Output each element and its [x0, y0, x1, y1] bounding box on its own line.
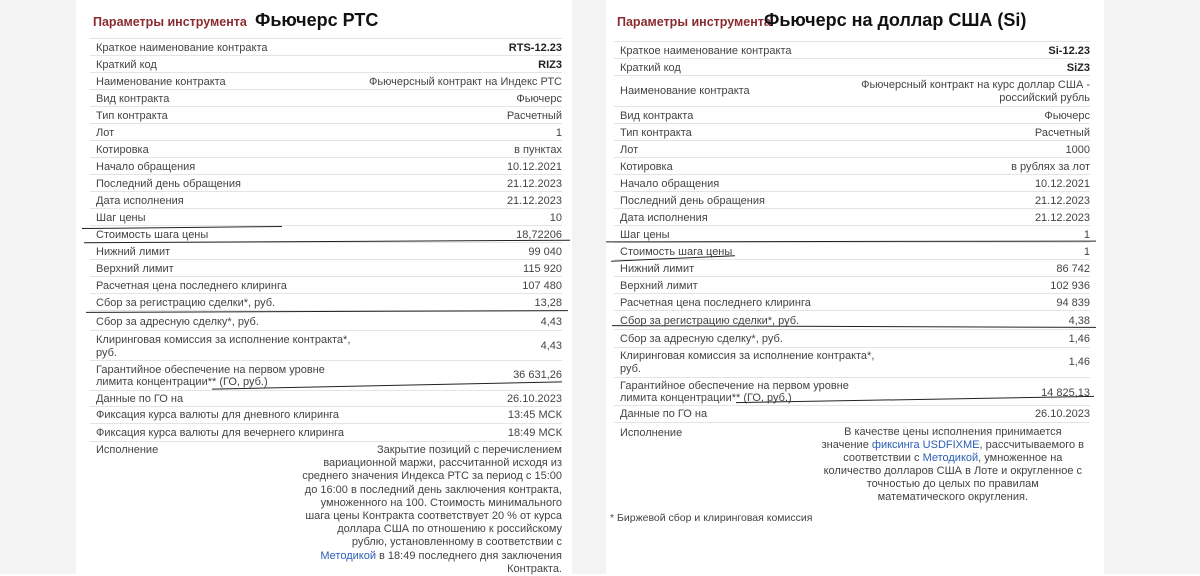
param-label: Верхний лимит: [96, 263, 174, 275]
panel-header: [606, 10, 1100, 38]
param-value: 18:49 МСК: [507, 427, 562, 439]
param-value: в пунктах: [514, 144, 562, 156]
param-value: 99 040: [528, 246, 562, 258]
panel-header: [82, 10, 572, 38]
param-value: 21.12.2023: [1034, 195, 1090, 207]
param-row: [90, 123, 562, 141]
param-value: 10: [549, 212, 562, 224]
param-row: [90, 310, 562, 331]
si-futures-panel: [606, 0, 1100, 574]
param-label: Последний день обращения: [620, 195, 765, 207]
param-value: 107 480: [522, 280, 562, 292]
param-row: [614, 259, 1090, 277]
methodology-link[interactable]: Методикой: [922, 452, 979, 464]
param-label: лимита концентрации** (ГО, руб.): [620, 392, 792, 404]
param-label: Клиринговая комиссия за исполнение контракта*,: [96, 334, 351, 346]
param-value: 21.12.2023: [506, 178, 562, 190]
param-label: Стоимость шага цены: [620, 246, 733, 258]
param-value: 4,38: [1068, 315, 1090, 327]
param-value: 1000: [1065, 144, 1090, 156]
param-value: 94 839: [1056, 297, 1090, 309]
param-row: [614, 157, 1090, 175]
rts-futures-panel: [82, 0, 572, 574]
param-label: Тип контракта: [96, 110, 168, 122]
param-label: Дата исполнения: [96, 195, 184, 207]
param-label: Гарантийное обеспечение на первом уровне: [620, 380, 849, 392]
param-row: [614, 174, 1090, 192]
footnote: * Биржевой сбор и клиринговая комиссия: [610, 512, 813, 524]
param-label: Данные по ГО на: [620, 408, 708, 420]
param-value: 4,43: [540, 340, 562, 352]
instrument-heading: Фьючерс РТС: [255, 10, 379, 30]
param-value: 18,72206: [516, 229, 562, 241]
param-value: 26.10.2023: [1034, 408, 1090, 420]
param-row: [614, 58, 1090, 76]
param-label: Шаг цены: [96, 212, 146, 224]
param-label: руб.: [620, 363, 641, 375]
param-value: в рублях за лот: [1011, 161, 1090, 173]
param-label: Наименование контракта: [96, 76, 226, 88]
param-row: [614, 347, 1090, 378]
param-value: 26.10.2023: [506, 393, 562, 405]
execution-label: Исполнение: [620, 427, 683, 439]
param-label: Котировка: [620, 161, 673, 173]
param-label: Вид контракта: [620, 110, 694, 122]
param-value: Si-12.23: [1048, 45, 1090, 57]
param-row: [90, 157, 562, 175]
param-value: 102 936: [1050, 280, 1090, 292]
param-row: [90, 38, 562, 56]
param-label: руб.: [96, 347, 117, 359]
param-row: [614, 41, 1090, 59]
param-label: лимита концентрации** (ГО, руб.): [96, 376, 268, 388]
param-value: Расчетный: [1034, 127, 1090, 139]
param-label: Котировка: [96, 144, 149, 156]
param-label: Стоимость шага цены: [96, 229, 209, 241]
param-row: [90, 174, 562, 192]
param-value: 86 742: [1056, 263, 1090, 275]
param-label: Краткий код: [620, 62, 681, 74]
param-value: 1: [1083, 246, 1090, 258]
param-row: [90, 406, 562, 424]
param-label: Вид контракта: [96, 93, 170, 105]
param-row: [90, 330, 562, 361]
param-value: Фьючерс: [1044, 110, 1090, 122]
param-row: [90, 390, 562, 407]
execution-row: [90, 441, 562, 575]
param-label: Лот: [96, 127, 115, 139]
param-value: 21.12.2023: [1034, 212, 1090, 224]
param-label: Сбор за регистрацию сделки*, руб.: [96, 297, 276, 309]
param-value: 1,46: [1068, 333, 1090, 345]
param-value: 10.12.2021: [506, 161, 562, 173]
param-row: [90, 208, 562, 226]
param-label: Краткий код: [96, 59, 157, 71]
param-row: [614, 75, 1090, 107]
param-label: Нижний лимит: [96, 246, 171, 258]
param-row: [614, 106, 1090, 124]
param-row: [90, 106, 562, 124]
param-value: 13,28: [534, 297, 562, 309]
param-value: SiZ3: [1066, 62, 1090, 74]
param-row: [90, 191, 562, 209]
param-label: Дата исполнения: [620, 212, 708, 224]
param-value: 1: [555, 127, 562, 139]
param-label: Расчетная цена последнего клиринга: [96, 280, 287, 292]
param-row: [614, 293, 1090, 311]
param-row: [614, 276, 1090, 294]
param-value: Расчетный: [506, 110, 562, 122]
execution-label: Исполнение: [96, 444, 159, 456]
param-row: [614, 208, 1090, 226]
param-row: [90, 293, 562, 311]
param-row: [90, 242, 562, 260]
param-row: [614, 377, 1090, 406]
param-row: [90, 276, 562, 294]
param-row: [614, 405, 1090, 423]
param-value: Фьючерсный контракт на курс доллар США - российский рубль: [861, 79, 1090, 104]
param-row: [614, 140, 1090, 158]
param-value: Фьючерс: [516, 93, 562, 105]
instrument-heading: Фьючерс на доллар США (Si): [764, 10, 1027, 30]
param-label: Начало обращения: [96, 161, 196, 173]
param-label: Сбор за адресную сделку*, руб.: [620, 333, 783, 345]
param-label: Краткое наименование контракта: [96, 42, 268, 54]
param-value: 10.12.2021: [1034, 178, 1090, 190]
param-label: Сбор за адресную сделку*, руб.: [96, 316, 259, 328]
param-value: 1,46: [1068, 356, 1090, 368]
left-margin: [0, 0, 76, 574]
param-row: [614, 191, 1090, 209]
param-value: RTS-12.23: [508, 42, 562, 54]
param-row: [614, 329, 1090, 348]
param-label: Гарантийное обеспечение на первом уровне: [96, 364, 325, 376]
param-label: Клиринговая комиссия за исполнение контракта*,: [620, 350, 875, 362]
section-title: Параметры инструмента: [617, 15, 771, 29]
param-value: 115 920: [523, 263, 562, 275]
param-label: Нижний лимит: [620, 263, 695, 275]
param-value: 13:45 МСК: [507, 409, 562, 421]
middle-gap: [572, 0, 606, 574]
param-row: [90, 89, 562, 107]
param-label: Фиксация курса валюты для дневного клиринга: [96, 409, 340, 421]
param-value: 1: [1083, 229, 1090, 241]
param-value: Фьючерсный контракт на Индекс РТС: [369, 76, 562, 88]
usdfixme-fixing-link[interactable]: фиксинга USDFIXME: [871, 439, 980, 451]
param-row: [90, 259, 562, 277]
execution-text: Закрытие позиций с перечислением вариационной маржи, рассчитанной исходя из среднего значения Индекса РТС за период с 15:00 до 16:00 в последний день заключения контракта, умноженного на 100. Стоимость минимального шага цены Контракта соответствует 20 % от курса доллара США по отношению к российскому рублю, установленному в соответствии с Методикой в 18:49 последнего дня заключения Контракта.: [302, 444, 562, 575]
param-row: [90, 55, 562, 73]
param-label: Фиксация курса валюты для вечернего клиринга: [96, 427, 345, 439]
param-value: 21.12.2023: [506, 195, 562, 207]
param-value: 36 631,26: [513, 369, 562, 381]
param-row: [90, 72, 562, 90]
param-label: Верхний лимит: [620, 280, 698, 292]
param-row: [90, 140, 562, 158]
param-label: Тип контракта: [620, 127, 692, 139]
param-label: Начало обращения: [620, 178, 720, 190]
right-margin: [1104, 0, 1200, 574]
execution-row: [614, 422, 1090, 503]
execution-text: В качестве цены исполнения принимается значение фиксинга USDFIXME, рассчитываемого в соответствии с Методикой, умноженное на количество долларов США в Лоте и округленное с точностью до целых по правилам математического округления.: [821, 426, 1084, 503]
param-value: 14 825,13: [1041, 387, 1090, 399]
param-value: 4,43: [540, 316, 562, 328]
param-label: Шаг цены: [620, 229, 670, 241]
param-label: Последний день обращения: [96, 178, 241, 190]
param-label: Наименование контракта: [620, 85, 750, 97]
param-label: Сбор за регистрацию сделки*, руб.: [620, 315, 800, 327]
param-label: Лот: [620, 144, 639, 156]
section-title: Параметры инструмента: [93, 15, 247, 29]
param-label: Расчетная цена последнего клиринга: [620, 297, 811, 309]
param-row: [614, 123, 1090, 141]
param-label: Данные по ГО на: [96, 393, 184, 405]
param-row: [90, 423, 562, 442]
param-value: RIZ3: [538, 59, 562, 71]
methodology-link[interactable]: Методикой: [320, 549, 376, 562]
param-label: Краткое наименование контракта: [620, 45, 792, 57]
